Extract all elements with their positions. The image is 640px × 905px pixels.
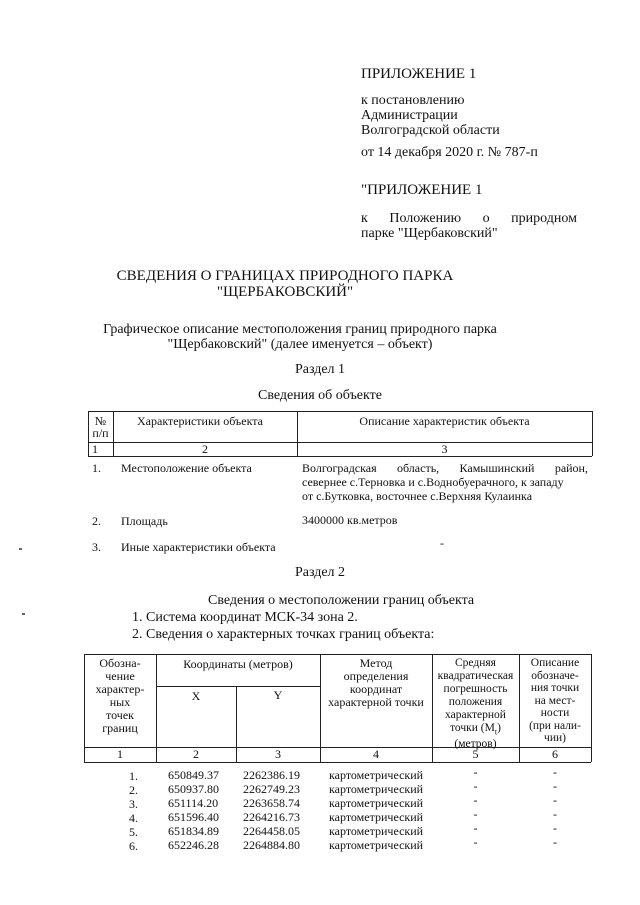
appendix2-word: природном: [511, 211, 577, 226]
col-number: 3: [275, 747, 281, 761]
appendix-to-line2: Администрации: [361, 108, 458, 123]
header-line: Средняя: [455, 657, 496, 669]
header-line: ных: [109, 695, 131, 709]
point-desc: -: [553, 793, 557, 807]
header-num-2: п/п: [92, 426, 109, 440]
point-y: 2264216.73: [243, 810, 300, 824]
header-line: ния точки: [530, 682, 580, 694]
appendix2-word: о: [482, 211, 490, 226]
header-line: точки $(M_t)$: [450, 722, 501, 737]
point-x: 651114.20: [168, 796, 219, 810]
point-error: -: [473, 807, 478, 821]
header-line: (при нали-: [529, 719, 581, 732]
header-line: погрешность: [443, 683, 508, 695]
header-desc: [519, 657, 591, 745]
section1-title: Раздел 1: [294, 362, 346, 377]
table-rule: [88, 456, 592, 457]
section2-title: Раздел 2: [294, 565, 346, 580]
point-y: 2262386.19: [243, 768, 300, 782]
appendix-date-line: от 14 декабря 2020 г. № 787-п: [361, 145, 538, 160]
row-name: Иные характеристики объекта: [121, 540, 276, 554]
row-desc: -: [440, 536, 444, 550]
point-error: -: [473, 779, 478, 793]
point-method: картометрический: [329, 796, 424, 810]
table-rule: [592, 411, 593, 456]
appendix2-word: Положению: [389, 211, 462, 226]
header-line: (метров): [454, 738, 497, 751]
row-desc-line3: от с.Бутковка, восточнее с.Верхняя Кулаинка: [302, 489, 533, 503]
desc-word: Волгоградская: [302, 461, 377, 475]
scan-speck: [22, 613, 25, 615]
header-line: обозначе-: [531, 669, 579, 682]
desc-word: область,: [397, 461, 440, 475]
col-number: 4: [373, 747, 379, 761]
table-rule: [84, 654, 591, 655]
appendix-to-line3: Волгоградской области: [361, 123, 500, 138]
point-desc: -: [553, 835, 557, 849]
scan-speck: [19, 548, 22, 550]
row-desc: 3400000 кв.метров: [302, 513, 398, 527]
desc-word: Камышинский: [459, 461, 535, 475]
header-y: Y: [273, 688, 283, 702]
header-line: чение: [105, 669, 135, 683]
header-line: квадратическая: [437, 670, 514, 682]
header-designation: [84, 657, 156, 735]
header-line: Обозна-: [99, 656, 141, 670]
point-method: картометрический: [329, 824, 424, 838]
point-error: -: [473, 765, 478, 779]
appendix-to-block: [361, 93, 500, 138]
point-desc: -: [553, 807, 557, 821]
subheading-line1: Графическое описание местоположения границ природного парка: [103, 322, 497, 337]
header-line: точек: [106, 708, 134, 722]
row-name: Местоположение объекта: [121, 461, 252, 475]
header-line: положения: [448, 696, 503, 708]
heading-line2: "ЩЕРБАКОВСКИЙ": [216, 284, 354, 300]
table-rule: [156, 686, 320, 687]
point-num: 2.: [129, 783, 138, 797]
table-rule: [84, 762, 591, 763]
col-number: 5: [472, 747, 479, 761]
point-x: 651596.40: [168, 810, 219, 824]
table-rule: [88, 411, 592, 412]
header-line: координат: [349, 682, 403, 696]
point-method: картометрический: [329, 782, 424, 796]
table-rule: [591, 654, 592, 762]
appendix2-line1: [361, 211, 577, 227]
point-error: -: [473, 821, 478, 835]
section2-item2: 2. Сведения о характерных точках границ объекта:: [132, 627, 435, 642]
point-x: 651834.89: [168, 824, 219, 838]
desc-word: район,: [554, 461, 588, 475]
header-line: на мест-: [534, 694, 576, 707]
point-num: 6.: [129, 839, 138, 853]
header-method: [320, 657, 432, 709]
point-x: 650849.37: [168, 768, 219, 782]
point-x: 650937.80: [168, 782, 219, 796]
point-method: картометрический: [329, 768, 424, 782]
col-number: 6: [552, 747, 558, 761]
row-num: 2.: [92, 514, 101, 528]
point-error: -: [473, 793, 478, 807]
col-number: 2: [193, 747, 199, 761]
point-desc: -: [553, 779, 557, 793]
header-description: Описание характеристик объекта: [359, 414, 530, 428]
point-num: 3.: [129, 797, 138, 811]
appendix2-word: к: [361, 211, 368, 226]
header-characteristics: Характеристики объекта: [137, 414, 263, 428]
header-line: характер-: [95, 682, 145, 696]
appendix-title: ПРИЛОЖЕНИЕ 1: [361, 66, 477, 82]
point-num: 4.: [129, 811, 138, 825]
header-line: определения: [343, 669, 409, 683]
appendix2-line2: парке "Щербаковский": [361, 226, 498, 241]
point-method: картометрический: [329, 838, 424, 852]
header-line: чии): [544, 732, 566, 744]
subheading-line2: "Щербаковский" (далее именуется – объект): [167, 337, 433, 352]
section2-subtitle: Сведения о местоположении границ объекта: [208, 593, 475, 608]
point-num: 5.: [129, 825, 138, 839]
header-error: [432, 657, 519, 751]
col-number: 1: [117, 747, 123, 761]
point-desc: -: [553, 821, 557, 835]
point-y: 2264458.05: [243, 824, 300, 838]
point-error: -: [473, 835, 478, 849]
point-y: 2262749.23: [243, 782, 300, 796]
section2-item1: 1. Система координат МСК-34 зона 2.: [132, 610, 358, 625]
point-y: 2264884.80: [243, 838, 300, 852]
section1-subtitle: Сведения об объекте: [258, 388, 382, 403]
point-desc: -: [553, 765, 557, 779]
header-line: Метод: [359, 656, 393, 670]
heading-line1: СВЕДЕНИЯ О ГРАНИЦАХ ПРИРОДНОГО ПАРКА: [116, 268, 454, 284]
header-line: границ: [102, 721, 138, 735]
header-coords: Координаты (метров): [183, 657, 293, 671]
row-desc-line2: севернее с.Терновка и с.Воднобуерачного, к западу: [302, 475, 564, 489]
header-line: ности: [540, 707, 570, 719]
point-x: 652246.28: [168, 838, 219, 852]
header-x: X: [191, 689, 201, 703]
row-num: 3.: [92, 540, 101, 554]
row-desc-line1: [302, 462, 588, 475]
row-name: Площадь: [121, 514, 168, 528]
header-num: №: [94, 414, 107, 428]
header-line: характерной: [445, 709, 506, 721]
point-y: 2263658.74: [243, 796, 300, 810]
col-number: 2: [202, 442, 208, 456]
appendix-to-line1: к постановлению: [361, 93, 465, 108]
row-num: 1.: [92, 461, 101, 475]
point-method: картометрический: [329, 810, 424, 824]
header-line: Описание: [530, 657, 580, 669]
appendix2-title: "ПРИЛОЖЕНИЕ 1: [361, 182, 483, 198]
point-num: 1.: [129, 769, 138, 783]
header-line: характерной точки: [328, 695, 424, 709]
col-number: 1: [92, 442, 98, 456]
col-number: 3: [441, 442, 448, 456]
